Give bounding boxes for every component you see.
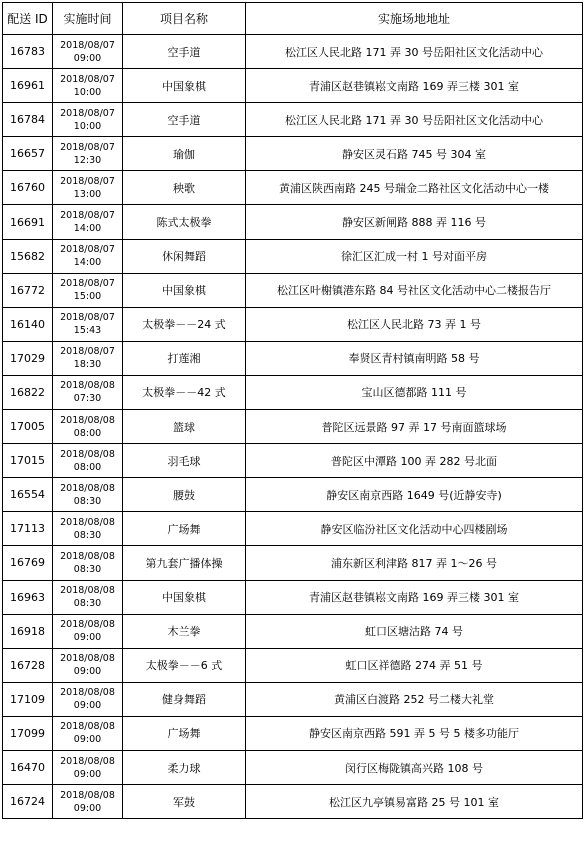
cell-time-text: 09:00 [73,700,102,712]
cell-project: 广场舞 [123,512,246,546]
table-row [3,785,583,819]
table-row [3,273,583,307]
cell-id: 16772 [3,273,53,307]
cell-address: 青浦区赵巷镇崧文南路 169 弄三楼 301 室 [246,580,583,614]
cell-project: 太极拳－－24 式 [123,307,246,341]
cell-project: 木兰拳 [123,614,246,648]
cell-id: 16783 [3,35,53,69]
cell-address: 松江区叶榭镇港东路 84 号社区文化活动中心二楼报告厅 [246,273,583,307]
table-row [3,410,583,444]
cell-time [53,444,123,478]
cell-time [53,682,123,716]
cell-date-text: 2018/08/07 [60,278,115,290]
cell-date-text: 2018/08/07 [60,107,115,119]
cell-id: 16769 [3,546,53,580]
cell-address: 松江区九亭镇易富路 25 号 101 室 [246,785,583,819]
cell-time [53,750,123,784]
cell-id: 16961 [3,69,53,103]
table-row [3,444,583,478]
cell-project: 空手道 [123,103,246,137]
cell-address: 虹口区塘沽路 74 号 [246,614,583,648]
cell-date-text: 2018/08/07 [60,73,115,85]
table-row [3,205,583,239]
cell-time-text: 12:30 [73,154,102,166]
cell-time [53,273,123,307]
cell-project: 秧歌 [123,171,246,205]
cell-date-text: 2018/08/08 [60,653,115,665]
table-row [3,35,583,69]
schedule-table [2,2,583,819]
cell-time [53,614,123,648]
table-row [3,682,583,716]
header-time: 实施时间 [53,3,123,35]
table-row [3,307,583,341]
cell-date-text: 2018/08/08 [60,414,115,426]
cell-time [53,512,123,546]
cell-id: 16918 [3,614,53,648]
cell-time [53,785,123,819]
cell-project: 第九套广播体操 [123,546,246,580]
cell-time-text: 07:30 [73,393,102,405]
cell-id: 17113 [3,512,53,546]
cell-date-text: 2018/08/07 [60,39,115,51]
cell-project: 空手道 [123,35,246,69]
cell-project: 篮球 [123,410,246,444]
table-row [3,614,583,648]
cell-id: 16822 [3,375,53,409]
cell-project: 腰鼓 [123,478,246,512]
cell-address: 静安区南京西路 1649 号(近静安寺) [246,478,583,512]
cell-time [53,478,123,512]
cell-time-text: 13:00 [73,188,102,200]
cell-project: 中国象棋 [123,273,246,307]
cell-address: 普陀区中潭路 100 弄 282 号北面 [246,444,583,478]
cell-id: 16728 [3,648,53,682]
cell-address: 松江区人民北路 171 弄 30 号岳阳社区文化活动中心 [246,35,583,69]
cell-time-text: 14:00 [73,257,102,269]
cell-time [53,375,123,409]
cell-id: 17029 [3,341,53,375]
table-row [3,716,583,750]
cell-project: 柔力球 [123,750,246,784]
table-row [3,512,583,546]
cell-time [53,205,123,239]
cell-time [53,307,123,341]
cell-address: 青浦区赵巷镇崧文南路 169 弄三楼 301 室 [246,69,583,103]
table-body [3,35,583,819]
cell-address: 黄浦区白渡路 252 号二楼大礼堂 [246,682,583,716]
cell-id: 16760 [3,171,53,205]
cell-id: 16140 [3,307,53,341]
cell-time-text: 08:30 [73,529,102,541]
table-row [3,171,583,205]
cell-id: 17015 [3,444,53,478]
cell-date-text: 2018/08/08 [60,755,115,767]
cell-time-text: 09:00 [73,734,102,746]
cell-date-text: 2018/08/08 [60,516,115,528]
cell-time-text: 15:43 [73,325,102,337]
table-row [3,103,583,137]
cell-date-text: 2018/08/08 [60,550,115,562]
cell-time [53,546,123,580]
cell-time [53,171,123,205]
cell-date-text: 2018/08/07 [60,312,115,324]
cell-time [53,410,123,444]
cell-time-text: 08:30 [73,495,102,507]
cell-address: 静安区临汾社区文化活动中心四楼剧场 [246,512,583,546]
cell-id: 16657 [3,137,53,171]
table-row [3,239,583,273]
cell-id: 16784 [3,103,53,137]
cell-project: 健身舞蹈 [123,682,246,716]
cell-address: 浦东新区利津路 817 弄 1～26 号 [246,546,583,580]
cell-address: 静安区灵石路 745 号 304 室 [246,137,583,171]
cell-id: 17099 [3,716,53,750]
table-row [3,648,583,682]
cell-time [53,35,123,69]
cell-time-text: 10:00 [73,120,102,132]
cell-date-text: 2018/08/07 [60,346,115,358]
cell-time-text: 09:00 [73,52,102,64]
cell-id: 16554 [3,478,53,512]
cell-time [53,341,123,375]
cell-time-text: 08:30 [73,598,102,610]
cell-date-text: 2018/08/07 [60,175,115,187]
cell-date-text: 2018/08/08 [60,448,115,460]
cell-address: 虹口区祥德路 274 弄 51 号 [246,648,583,682]
cell-address: 松江区人民北路 171 弄 30 号岳阳社区文化活动中心 [246,103,583,137]
cell-time-text: 08:00 [73,461,102,473]
cell-time [53,716,123,750]
cell-time [53,239,123,273]
cell-project: 太极拳－－42 式 [123,375,246,409]
cell-time-text: 09:00 [73,632,102,644]
cell-time [53,137,123,171]
cell-time-text: 09:00 [73,666,102,678]
cell-time-text: 09:00 [73,768,102,780]
cell-address: 普陀区远景路 97 弄 17 号南面篮球场 [246,410,583,444]
table-row [3,341,583,375]
cell-project: 打莲湘 [123,341,246,375]
cell-time-text: 08:30 [73,563,102,575]
cell-project: 陈式太极拳 [123,205,246,239]
cell-date-text: 2018/08/07 [60,210,115,222]
cell-address: 闵行区梅陇镇高兴路 108 号 [246,750,583,784]
cell-date-text: 2018/08/08 [60,721,115,733]
cell-address: 黄浦区陕西南路 245 号瑞金二路社区文化活动中心一楼 [246,171,583,205]
cell-address: 静安区南京西路 591 弄 5 号 5 楼多功能厅 [246,716,583,750]
cell-project: 广场舞 [123,716,246,750]
header-row [3,3,583,35]
cell-address: 静安区新闸路 888 弄 116 号 [246,205,583,239]
cell-project: 瑜伽 [123,137,246,171]
cell-id: 16963 [3,580,53,614]
cell-id: 15682 [3,239,53,273]
cell-date-text: 2018/08/08 [60,482,115,494]
cell-address: 徐汇区汇成一村 1 号对面平房 [246,239,583,273]
table-row [3,69,583,103]
cell-date-text: 2018/08/08 [60,619,115,631]
cell-date-text: 2018/08/07 [60,244,115,256]
cell-time-text: 09:00 [73,802,102,814]
cell-address: 松江区人民北路 73 弄 1 号 [246,307,583,341]
table-row [3,137,583,171]
cell-address: 宝山区德都路 111 号 [246,375,583,409]
cell-time-text: 10:00 [73,86,102,98]
cell-time-text: 15:00 [73,291,102,303]
cell-date-text: 2018/08/08 [60,585,115,597]
cell-time [53,69,123,103]
cell-project: 太极拳－－6 式 [123,648,246,682]
cell-time [53,580,123,614]
cell-time-text: 18:30 [73,359,102,371]
cell-id: 17005 [3,410,53,444]
cell-id: 17109 [3,682,53,716]
cell-time [53,103,123,137]
header-address: 实施场地地址 [246,3,583,35]
cell-time [53,648,123,682]
header-id: 配送 ID [3,3,53,35]
table-row [3,750,583,784]
cell-project: 中国象棋 [123,69,246,103]
cell-id: 16691 [3,205,53,239]
cell-project: 中国象棋 [123,580,246,614]
cell-id: 16724 [3,785,53,819]
cell-project: 休闲舞蹈 [123,239,246,273]
cell-project: 军鼓 [123,785,246,819]
table-row [3,580,583,614]
cell-date-text: 2018/08/08 [60,687,115,699]
table-row [3,478,583,512]
cell-id: 16470 [3,750,53,784]
table-row [3,375,583,409]
cell-address: 奉贤区青村镇南明路 58 号 [246,341,583,375]
table-row [3,546,583,580]
cell-time-text: 08:00 [73,427,102,439]
cell-date-text: 2018/08/08 [60,789,115,801]
cell-date-text: 2018/08/07 [60,141,115,153]
cell-project: 羽毛球 [123,444,246,478]
cell-time-text: 14:00 [73,223,102,235]
cell-date-text: 2018/08/08 [60,380,115,392]
header-project: 项目名称 [123,3,246,35]
